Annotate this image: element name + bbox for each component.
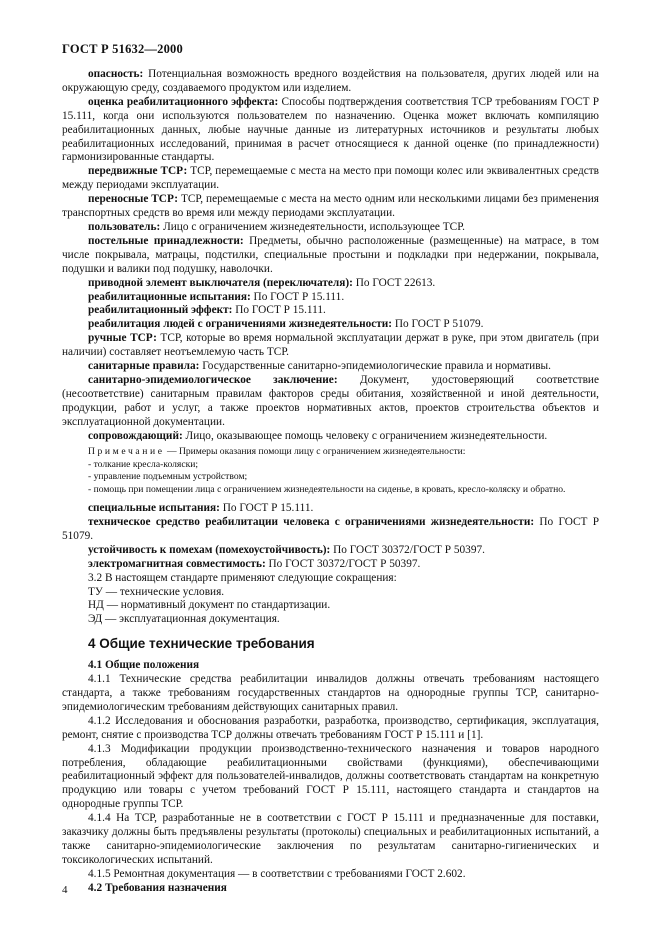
- document-header: ГОСТ Р 51632—2000: [62, 42, 183, 56]
- document-body: [62, 68, 599, 896]
- term-definition: [62, 360, 599, 374]
- subsection-title: 4.1 Общие положения: [88, 659, 200, 672]
- term-text: Лицо с ограничением жизнедеятельности, использующее ТСР.: [160, 220, 465, 233]
- term-name: электромагнитная совместимость:: [88, 557, 266, 570]
- term-definition: [62, 165, 599, 193]
- note-item: - толкание кресла-коляски;: [88, 458, 199, 470]
- term-name: передвижные ТСР:: [88, 165, 188, 178]
- term-definition: [62, 318, 599, 332]
- note-intro: [62, 446, 599, 458]
- term-name: переносные ТСР:: [88, 193, 179, 206]
- subsection-title: 4.2 Требования назначения: [88, 881, 227, 894]
- term-definition: [62, 332, 599, 360]
- term-text: ТСР, которые во время нормальной эксплуатации держат в руке, при этом двигатель (при наличии) составляет неотъемлемую часть ТСР.: [62, 332, 599, 359]
- term-name: постельные принадлежности:: [88, 234, 244, 247]
- clause: 4.1.1 Технические средства реабилитации инвалидов должны отвечать требованиям настоящего стандарта, а также требованиям государственных стандартов на однородные группы ТСР, санитарно-эпидемиологическим требованиям действующих санитарных правил.: [62, 673, 599, 713]
- term-text: По ГОСТ 30372/ГОСТ Р 50397.: [330, 543, 485, 556]
- term-definition: [62, 68, 599, 96]
- term-name: сопровождающий:: [88, 429, 183, 442]
- term-definition: [62, 374, 599, 430]
- term-name: реабилитационный эффект:: [88, 304, 233, 317]
- term-definition: [62, 304, 599, 318]
- term-name: техническое средство реабилитации человека с ограничениями жизнедеятельности:: [88, 516, 535, 528]
- abbrev-intro: 3.2 В настоящем стандарте применяют следующие сокращения:: [88, 571, 397, 584]
- term-name: приводной элемент выключателя (переключателя):: [88, 276, 353, 289]
- term-definition: [62, 430, 599, 444]
- term-text: По ГОСТ Р 15.111.: [250, 290, 345, 303]
- term-text: По ГОСТ Р 15.111.: [232, 304, 326, 317]
- terms-list-a: [62, 68, 599, 443]
- term-definition: [62, 96, 599, 166]
- term-name: ручные ТСР:: [88, 332, 157, 345]
- term-definition: [62, 221, 599, 235]
- term-text: По ГОСТ Р 15.111.: [219, 502, 314, 515]
- note-block: [62, 446, 599, 496]
- abbrev-item: НД — нормативный документ по стандартизации.: [88, 599, 331, 612]
- note-item: - помощь при помещении лица с ограничением жизнедеятельности на сиденье, в кровать, кресло-коляску и обратно.: [88, 483, 566, 495]
- abbrev-item: ЭД — эксплуатационная документация.: [88, 613, 280, 626]
- note-intro-text: — Примеры оказания помощи лицу с ограничением жизнедеятельности:: [164, 446, 466, 458]
- term-text: ТСР, перемещаемые с места на место одним или несколькими лицами без применения транспортных средств во время или между периодами эксплуатации.: [62, 193, 599, 220]
- term-text: Документ, удостоверяющий соответствие (несоответствие) санитарным правилам факторов среды обитания, хозяйственной и иной деятельности, продукции, работ и услуг, а также проектов нормативных актов, проектов строительства объектов и эксплуатационной документации.: [62, 373, 599, 428]
- term-name: пользователь:: [88, 220, 161, 233]
- term-text: По ГОСТ Р 51079.: [62, 516, 600, 542]
- term-name: оценка реабилитационного эффекта:: [88, 95, 279, 108]
- term-name: санитарные правила:: [88, 360, 200, 373]
- term-text: По ГОСТ Р 51079.: [392, 318, 484, 331]
- term-name: устойчивость к помехам (помехоустойчивость):: [88, 543, 331, 556]
- term-text: По ГОСТ 30372/ГОСТ Р 50397.: [265, 557, 421, 570]
- term-definition: [62, 544, 599, 558]
- page-number: 4: [62, 884, 68, 896]
- term-definition: [62, 193, 599, 221]
- term-name: санитарно-эпидемиологическое заключение:: [88, 373, 338, 386]
- term-text: Лицо, оказывающее помощь человеку с ограничением жизнедеятельности.: [182, 429, 548, 442]
- clause: 4.1.5 Ремонтная документация — в соответствии с требованиями ГОСТ 2.602.: [88, 867, 466, 880]
- term-name: реабилитационные испытания:: [88, 290, 251, 303]
- term-text: Государственные санитарно-эпидемиологические правила и нормативы.: [199, 360, 551, 373]
- term-text: ТСР, перемещаемые с места на место при помощи колес или эквивалентных средств между периодами эксплуатации.: [62, 165, 599, 192]
- term-name: опасность:: [88, 68, 144, 80]
- term-definition: [62, 558, 599, 572]
- term-text: Потенциальная возможность вредного воздействия на пользователя, других людей или на окружающую среду, создаваемого продуктом или изделием.: [62, 68, 599, 94]
- term-definition: [62, 291, 599, 305]
- note-label: Примечание: [88, 446, 165, 458]
- term-text: Способы подтверждения соответствия ТСР требованиям ГОСТ Р 15.111, когда они используются пользователем по назначению. Оценка может включать компиляцию реабилитационных данных, любые научные данные из литературных источников и результаты любых реабилитационных исследований, принимая в расчет относящиеся к данной оценке (по принадлежности) гармонизированные стандарты.: [62, 95, 599, 164]
- term-text: Предметы, обычно расположенные (размещенные) на матрасе, в том числе покрывала, матрацы, подстилки, специальные простыни и подкладки при недержании, покрывала, подушки и валики под подушку, наволочки.: [62, 234, 600, 275]
- term-name: специальные испытания:: [88, 502, 220, 515]
- term-definition: [62, 502, 599, 516]
- clause: 4.1.3 Модификации продукции производственно-технического назначения и товаров народного потребления, обладающие реабилитационными свойствами (функциями), обеспечивающими реабилитационный эффект для пользователей-инвалидов, должны соответствовать стандартам на конкретную продукцию или товары с учетом требований ГОСТ Р 15.111, настоящего стандарта и стандартов на однородные группы ТСР.: [62, 742, 599, 811]
- section-title: 4 Общие технические требования: [88, 636, 315, 652]
- terms-list-b: [62, 502, 599, 572]
- abbrev-item: ТУ — технические условия.: [88, 585, 225, 598]
- term-definition: [62, 235, 599, 277]
- term-name: реабилитация людей с ограничениями жизнедеятельности:: [88, 318, 393, 331]
- term-definition: [62, 277, 599, 291]
- clause: 4.1.4 На ТСР, разработанные не в соответствии с ГОСТ Р 15.111 и предназначенные для поставки, заказчику должны быть предъявлены результаты (протоколы) специальных и реабилитационных испытаний, а также санитарно-эпидемиологические заключения по результатам санитарно-гигиенических и токсикологических испытаний.: [62, 812, 599, 866]
- term-text: По ГОСТ 22613.: [352, 276, 436, 289]
- note-item: - управление подъемным устройством;: [88, 471, 248, 483]
- clause: 4.1.2 Исследования и обоснования разработки, разработка, производство, сертификация, эксплуатация, ремонт, снятие с производства ТСР должны отвечать требованиям ГОСТ Р 15.111 и [1].: [62, 714, 599, 741]
- term-definition: [62, 516, 599, 544]
